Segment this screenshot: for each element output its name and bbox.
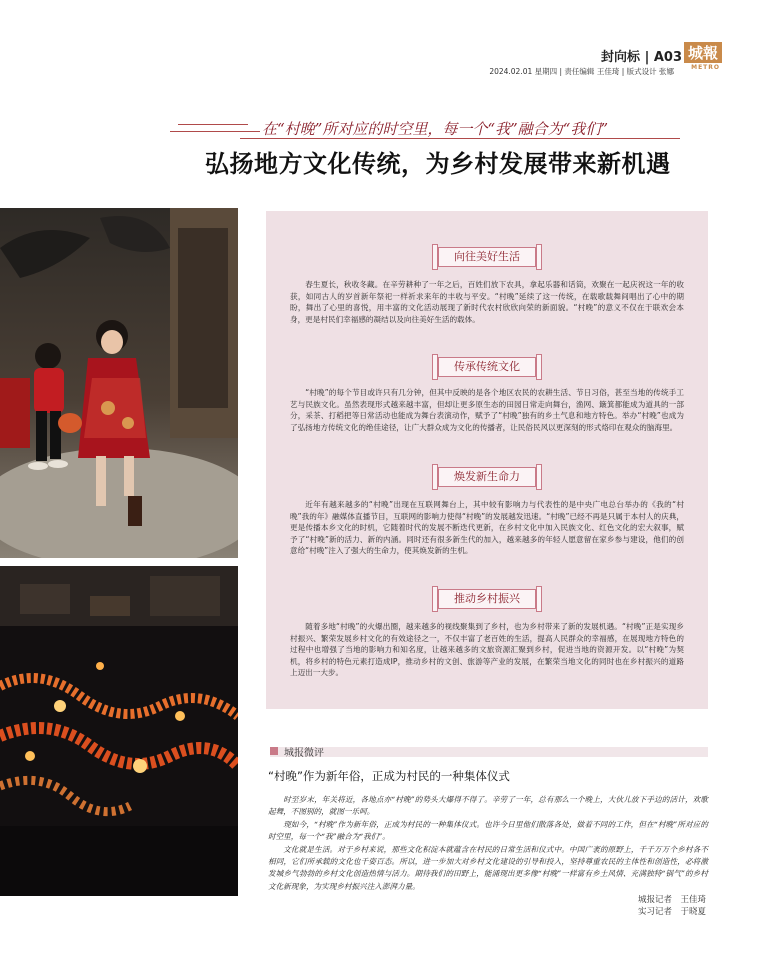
- column-body: [268, 794, 708, 893]
- logo-subtitle: METRO: [691, 64, 720, 71]
- section-heading: 推动乡村振兴: [438, 589, 536, 609]
- page-title: 弘扬地方文化传统，为乡村发展带来新机遇: [205, 149, 671, 178]
- column-title: “村晚”作为新年俗，正成为村民的一种集体仪式: [268, 769, 510, 783]
- column-paragraph: 文化就是生活。对于乡村来说，那些文化积淀本就蕴含在村民的日常生活和仪式中。中国广袤的原野上，千千万万个乡村各不相同，它们所承载的文化也千姿百态。所以，进一步加大对乡村文化建设的引导和投入，坚持尊重农民的主体性和创造性，必将激发城乡气勃勃的乡村文化创造热情与活力。期待我们的田野上，能涌现出更多像“村晚”一样富有乡土风情、充满独特“锅气”的乡村文化新现象，为实现乡村振兴注入澎湃力量。: [268, 844, 708, 891]
- newspaper-logo: 城報: [684, 42, 722, 63]
- byline-intern: 实习记者 于晓夏: [637, 907, 706, 917]
- photo-illustration: [0, 208, 238, 558]
- lantern-night-photo: [0, 566, 238, 896]
- section-heading: 焕发新生命力: [438, 467, 536, 487]
- column-paragraph: 时至岁末，年关将近，各地点亦“村晚”的势头大爆得不得了。辛劳了一年，总有那么一个晚上，大伙儿放下手边的活计，欢歌起舞，不图别的，就图一乐呵。: [268, 795, 708, 817]
- children-performing-photo: [0, 208, 238, 558]
- byline: [638, 894, 706, 918]
- section-body: 近年有越来越多的“村晚”出现在互联网舞台上，其中较有影响力与代表性的是中央广电总台举办的《我的“村晚”我的年》融媒体直播节目，互联网的影响力使得“村晚”的发展越发迅速。“村晚”已经不再是只属于本村人的庆典，更是传播本乡文化的时机，它随着时代的发展不断迭代更新，在乡村文化中加入民族文化、红色文化的宏大叙事，赋予了“村晚”新的活力、新的内涵。同时还有很多新生代的加入，越来越多的年轻人愿意留在家乡参与建设，他们的创意给“村晚”注入了强大的生命力，使其焕发新的生机。: [290, 500, 684, 556]
- feature-box: [266, 211, 708, 709]
- byline-reporter: 城报记者 王佳琦: [637, 895, 706, 905]
- section-body: 随着多地“村晚”的火爆出圈，越来越多的视线聚集到了乡村，也为乡村带来了新的发展机遇。“村晚”正是实现乡村振兴、繁荣发展乡村文化的有效途径之一，不仅丰富了老百姓的生活，提高人民群众的幸福感，在展现地方特色的过程中也增强了当地的影响力和知名度，让越来越多的文旅资源汇聚到乡村，促进当地的资源开发。以“村晚”为契机，将乡村的特色元素打造成IP，推动乡村的文创、旅游等产业的发展，在繁荣当地文化的同时也在乡村振兴的道路上迈出一大步。: [290, 622, 684, 678]
- section-body: 春生夏长，秋收冬藏。在辛劳耕种了一年之后，百姓们放下农具，拿起乐器和话筒，欢聚在一起庆祝这一年的收获，如同古人的岁首新年祭祀一样祈求来年的丰收与平安。“村晚”延续了这一传统，在载歌载舞间唱出了心中的期盼，舞出了心里的喜悦，用丰富的文化活动展现了新时代农村欣欣向荣的新面貌。“村晚”的意义不仅在于联欢会本身，更是村民们幸福感的凝结以及向往美好生活的载体。: [290, 280, 684, 324]
- section-heading: 向往美好生活: [438, 247, 536, 267]
- subtitle: 在“村晚”所对应的时空里，每一个“我”融合为“我们”: [262, 120, 609, 138]
- column-marker-icon: [270, 747, 278, 755]
- column-label: 城报微评: [284, 748, 324, 759]
- column-paragraph: 现如今，“村晚”作为新年俗，正成为村民的一种集体仪式。也许今日里他们散落各处，做着不同的工作，但在“村晚”所对应的时空里，每一个“我”融合为“我们”。: [268, 819, 708, 842]
- decorative-line: [178, 124, 248, 125]
- issue-meta: 2024.02.01 星期四 | 责任编辑 王佳琦 | 版式设计 张娜: [489, 67, 674, 76]
- decorative-line: [170, 131, 260, 132]
- section-body: “村晚”的每个节目或许只有几分钟，但其中反映的是各个地区农民的农耕生活、节日习俗，甚至当地的传统手工艺与民族文化。虽然表现形式越来越丰富，但却让更多原生态的田园日常走向舞台，渔网、簸箕都能成为道具的一部分，采茶、打稻把等日常活动也能成为舞台表演动作，赋予了“村晚”独有的乡土气息和地方特色。举办“村晚”也成为了弘扬地方传统文化的绝佳途径，让广大群众成为文化的传播者，让民俗民风以更深刻的形式烙印在观众的脑海里。: [290, 388, 684, 432]
- section-label: 封向标 | A03: [601, 50, 682, 65]
- section-heading: 传承传统文化: [438, 357, 536, 377]
- photo-illustration: [0, 566, 238, 896]
- column-header-bar: [270, 747, 708, 757]
